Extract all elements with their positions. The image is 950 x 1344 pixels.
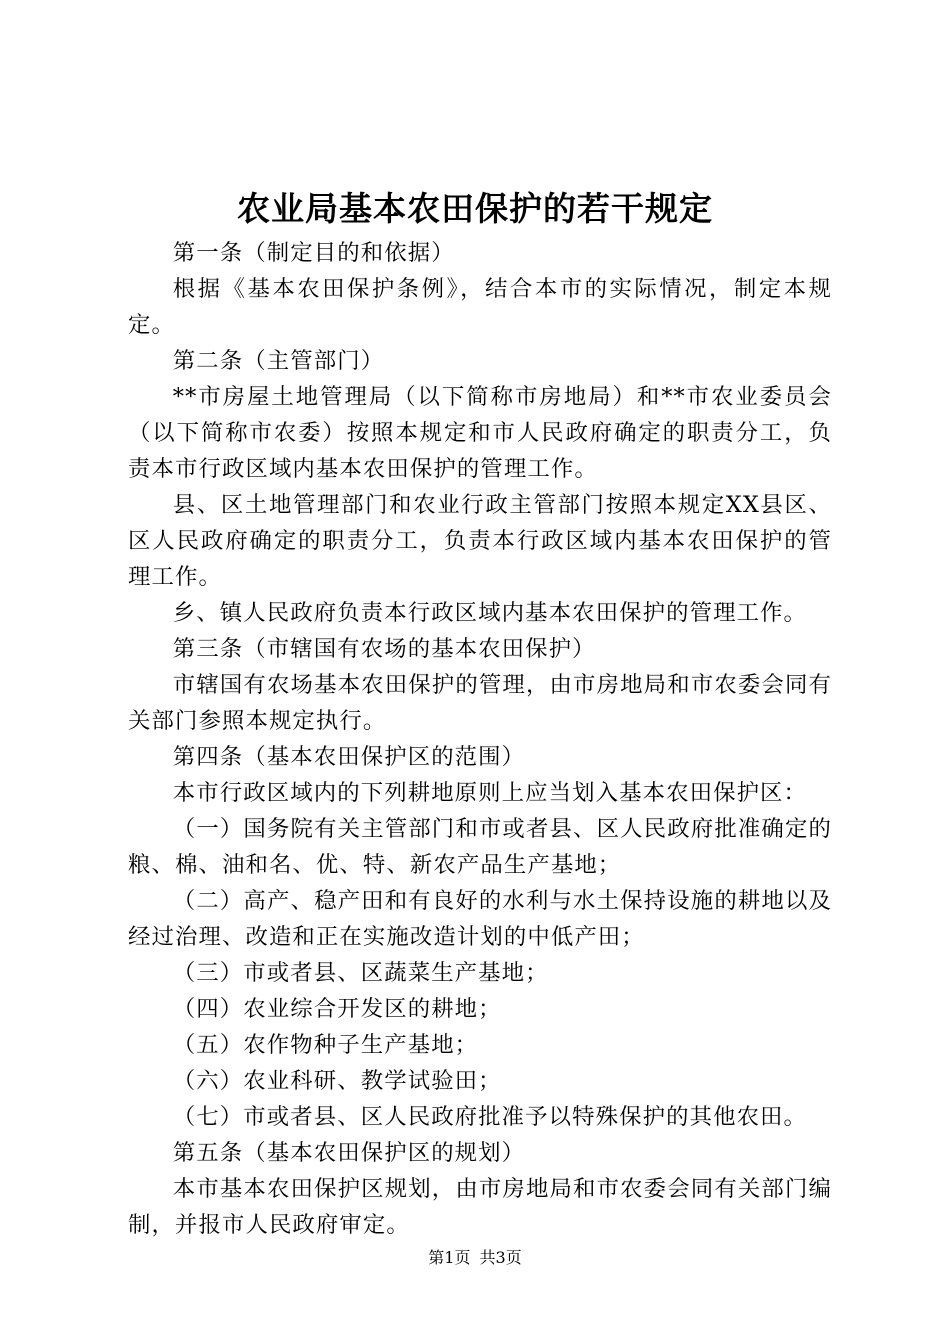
- page-footer: [0, 1247, 950, 1269]
- article-2-text-3: 乡、镇人民政府负责本行政区域内基本农田保护的管理工作。: [172, 600, 808, 626]
- article-4-item-6: （六）农业科研、教学试验田；: [172, 1068, 502, 1094]
- article-2-text-1: **市房屋土地管理局（以下简称市房地局）和**市农业委员会（以下简称市农委）按照本规定和市人民政府确定的职责分工，负责本市行政区域内基本农田保护的管理工作。: [128, 384, 832, 482]
- article-2-heading: 第二条（主管部门）: [172, 348, 385, 374]
- article-4-heading: 第四条（基本农田保护区的范围）: [172, 744, 526, 770]
- page-total: 共3页: [479, 1248, 522, 1267]
- article-4-item-1: （一）国务院有关主管部门和市或者县、区人民政府批准确定的粮、棉、油和名、优、特、新农产品生产基地；: [128, 816, 832, 878]
- document-title: 农业局基本农田保护的若干规定: [237, 189, 713, 228]
- article-3-heading: 第三条（市辖国有农场的基本农田保护）: [172, 636, 596, 662]
- article-4-item-4: （四）农业综合开发区的耕地；: [172, 996, 502, 1022]
- article-4-item-5: （五）农作物种子生产基地；: [172, 1032, 479, 1058]
- article-1-heading: 第一条（制定目的和依据）: [172, 240, 455, 266]
- article-1-text: 根据《基本农田保护条例》，结合本市的实际情况，制定本规定。: [128, 276, 832, 338]
- article-4-text: 本市行政区域内的下列耕地原则上应当划入基本农田保护区：: [172, 780, 808, 806]
- article-5-text: 本市基本农田保护区规划，由市房地局和市农委会同有关部门编制，并报市人民政府审定。: [128, 1176, 832, 1238]
- article-2-text-2: 县、区土地管理部门和农业行政主管部门按照本规定XX县区、区人民政府确定的职责分工，负责本行政区域内基本农田保护的管理工作。: [128, 492, 832, 590]
- article-4-item-3: （三）市或者县、区蔬菜生产基地；: [172, 960, 549, 986]
- page-number: 第1页: [428, 1248, 471, 1267]
- article-4-item-2: （二）高产、稳产田和有良好的水利与水土保持设施的耕地以及经过治理、改造和正在实施改造计划的中低产田；: [128, 888, 832, 950]
- article-4-item-7: （七）市或者县、区人民政府批准予以特殊保护的其他农田。: [172, 1104, 808, 1130]
- document-body: [128, 235, 832, 1243]
- article-3-text: 市辖国有农场基本农田保护的管理，由市房地局和市农委会同有关部门参照本规定执行。: [128, 672, 832, 734]
- article-5-heading: 第五条（基本农田保护区的规划）: [172, 1140, 526, 1166]
